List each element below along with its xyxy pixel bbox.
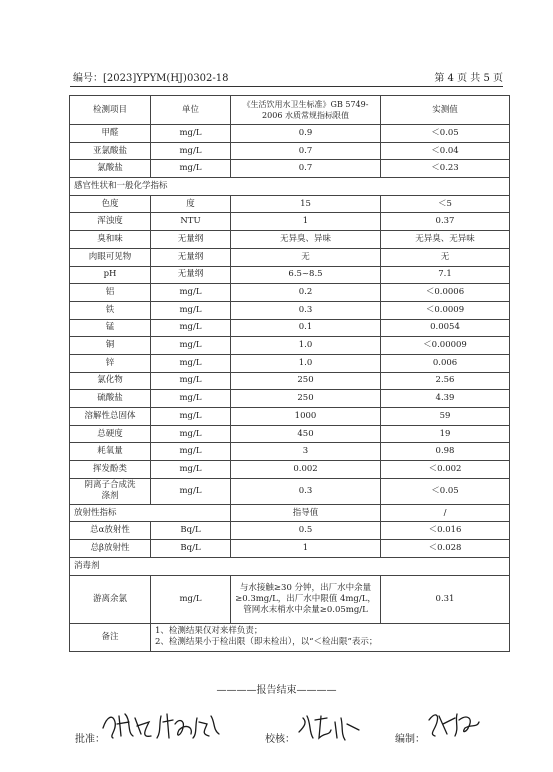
header-divider	[70, 86, 503, 87]
cell-item: 铜	[70, 337, 151, 355]
cell-measured: 0.31	[381, 575, 510, 623]
cell-measured: 19	[381, 425, 510, 443]
column-header-unit: 单位	[151, 96, 231, 125]
cell-limit: 1000	[231, 408, 381, 426]
cell-limit: 0.3	[231, 478, 381, 504]
test-results-table	[69, 95, 510, 652]
cell-measured: ＜0.016	[381, 522, 510, 540]
cell-unit: 无量纲	[151, 266, 231, 284]
cell-item: 臭和味	[70, 231, 151, 249]
cell-unit: 无量纲	[151, 248, 231, 266]
cell-item: 锌	[70, 354, 151, 372]
cell-unit: mg/L	[151, 354, 231, 372]
cell-limit: 0.9	[231, 125, 381, 143]
column-header-measured: 实测值	[381, 96, 510, 125]
cell-item: 挥发酚类	[70, 461, 151, 479]
cell-measured: ＜0.00009	[381, 337, 510, 355]
remarks-label: 备注	[70, 623, 151, 651]
cell-limit: 0.002	[231, 461, 381, 479]
approve-label: 批准：	[75, 734, 105, 745]
cell-measured: ＜0.05	[381, 125, 510, 143]
cell-unit: mg/L	[151, 390, 231, 408]
cell-limit: 与水接触≥30 分钟，出厂水中余量≥0.3mg/L，出厂水中限值 4mg/L，管网水末梢水中余量≥0.05mg/L	[231, 575, 381, 623]
remark-line: 1、检测结果仅对来样负责；	[155, 626, 263, 636]
cell-limit: 15	[231, 195, 381, 213]
table-row	[70, 125, 510, 143]
page-info: 第 4 页 共 5 页	[434, 73, 503, 84]
cell-limit: 1	[231, 540, 381, 558]
cell-unit: mg/L	[151, 284, 231, 302]
cell-measured: 2.56	[381, 372, 510, 390]
section-row	[70, 178, 510, 196]
cell-unit: Bq/L	[151, 540, 231, 558]
check-label: 校核：	[265, 734, 295, 745]
report-end-text: ————报告结束————	[216, 685, 337, 696]
table-row	[70, 337, 510, 355]
cell-item: pH	[70, 266, 151, 284]
table-row	[70, 284, 510, 302]
cell-limit: 无异臭、异味	[231, 231, 381, 249]
report-number: 编号：[2023]YPYM(HJ)0302-18	[73, 73, 229, 84]
cell-unit: mg/L	[151, 461, 231, 479]
cell-unit: mg/L	[151, 142, 231, 160]
cell-unit: mg/L	[151, 408, 231, 426]
cell-item: 亚氯酸盐	[70, 142, 151, 160]
table-row	[70, 195, 510, 213]
cell-limit: 0.7	[231, 142, 381, 160]
cell-measured: ＜0.05	[381, 478, 510, 504]
cell-limit: 450	[231, 425, 381, 443]
cell-item: 总β放射性	[70, 540, 151, 558]
cell-unit: NTU	[151, 213, 231, 231]
cell-limit: 0.1	[231, 319, 381, 337]
approver-signature	[101, 708, 251, 745]
cell-unit: mg/L	[151, 425, 231, 443]
remarks-content	[151, 623, 510, 651]
table-row	[70, 425, 510, 443]
cell-unit: mg/L	[151, 443, 231, 461]
cell-limit: 1.0	[231, 337, 381, 355]
table-row	[70, 461, 510, 479]
cell-unit: mg/L	[151, 337, 231, 355]
table-row	[70, 443, 510, 461]
cell-item: 氯化物	[70, 372, 151, 390]
table-row	[70, 522, 510, 540]
guide-value-measured: /	[381, 504, 510, 522]
table-row	[70, 142, 510, 160]
signature-row	[75, 706, 515, 746]
cell-item: 铝	[70, 284, 151, 302]
cell-item: 浑浊度	[70, 213, 151, 231]
cell-unit: 度	[151, 195, 231, 213]
cell-limit: 1.0	[231, 354, 381, 372]
guide-value-label: 指导值	[231, 504, 381, 522]
cell-measured: ＜5	[381, 195, 510, 213]
cell-item: 总硬度	[70, 425, 151, 443]
cell-limit: 1	[231, 213, 381, 231]
cell-unit: mg/L	[151, 319, 231, 337]
cell-item: 锰	[70, 319, 151, 337]
cell-measured: ＜0.028	[381, 540, 510, 558]
table-row	[70, 248, 510, 266]
cell-limit: 0.7	[231, 160, 381, 178]
cell-measured: ＜0.0009	[381, 301, 510, 319]
cell-measured: ＜0.23	[381, 160, 510, 178]
cell-measured: ＜0.04	[381, 142, 510, 160]
table-header-row	[70, 96, 510, 125]
cell-unit: mg/L	[151, 125, 231, 143]
cell-limit: 250	[231, 390, 381, 408]
remarks-row	[70, 623, 510, 651]
compiler-signature	[425, 706, 485, 743]
cell-measured: ＜0.0006	[381, 284, 510, 302]
cell-item: 阴离子合成洗涤剂	[70, 478, 151, 504]
cell-measured: ＜0.002	[381, 461, 510, 479]
table-row	[70, 266, 510, 284]
cell-limit: 0.3	[231, 301, 381, 319]
table-row	[70, 408, 510, 426]
cell-unit: mg/L	[151, 301, 231, 319]
cell-limit: 0.2	[231, 284, 381, 302]
cell-item: 耗氧量	[70, 443, 151, 461]
cell-item: 游离余氯	[70, 575, 151, 623]
cell-measured: 0.0054	[381, 319, 510, 337]
cell-item: 总α放射性	[70, 522, 151, 540]
cell-unit: 无量纲	[151, 231, 231, 249]
remark-line: 2、检测结果小于检出限（即未检出），以“＜检出限”表示；	[155, 637, 378, 647]
report-header	[73, 70, 503, 84]
cell-unit: Bq/L	[151, 522, 231, 540]
column-header-limit: 《生活饮用水卫生标准》GB 5749-2006 水质常规指标限值	[231, 96, 381, 125]
compile-label: 编制：	[395, 734, 425, 745]
checker-signature	[297, 710, 367, 745]
table-row	[70, 231, 510, 249]
section-title: 消毒剂	[70, 557, 510, 575]
table-row	[70, 160, 510, 178]
table-row	[70, 478, 510, 504]
cell-item: 铁	[70, 301, 151, 319]
cell-unit: mg/L	[151, 372, 231, 390]
cell-limit: 无	[231, 248, 381, 266]
cell-unit: mg/L	[151, 478, 231, 504]
column-header-item: 检测项目	[70, 96, 151, 125]
table-row	[70, 575, 510, 623]
section-row	[70, 504, 510, 522]
table-row	[70, 540, 510, 558]
cell-limit: 0.5	[231, 522, 381, 540]
cell-item: 氯酸盐	[70, 160, 151, 178]
cell-unit: mg/L	[151, 160, 231, 178]
cell-measured: 7.1	[381, 266, 510, 284]
cell-item: 硫酸盐	[70, 390, 151, 408]
cell-limit: 6.5~8.5	[231, 266, 381, 284]
cell-measured: 4.39	[381, 390, 510, 408]
cell-measured: 0.98	[381, 443, 510, 461]
table-row	[70, 301, 510, 319]
table-row	[70, 372, 510, 390]
cell-limit: 3	[231, 443, 381, 461]
cell-item: 肉眼可见物	[70, 248, 151, 266]
table-row	[70, 390, 510, 408]
table-row	[70, 319, 510, 337]
section-title: 感官性状和一般化学指标	[70, 178, 510, 196]
cell-item: 甲醛	[70, 125, 151, 143]
cell-limit: 250	[231, 372, 381, 390]
table-row	[70, 213, 510, 231]
section-title: 放射性指标	[70, 504, 231, 522]
cell-item: 色度	[70, 195, 151, 213]
cell-item: 溶解性总固体	[70, 408, 151, 426]
cell-measured: 无	[381, 248, 510, 266]
cell-measured: 0.37	[381, 213, 510, 231]
table-row	[70, 354, 510, 372]
cell-measured: 0.006	[381, 354, 510, 372]
section-row	[70, 557, 510, 575]
cell-measured: 无异臭、无异味	[381, 231, 510, 249]
cell-unit: mg/L	[151, 575, 231, 623]
cell-measured: 59	[381, 408, 510, 426]
